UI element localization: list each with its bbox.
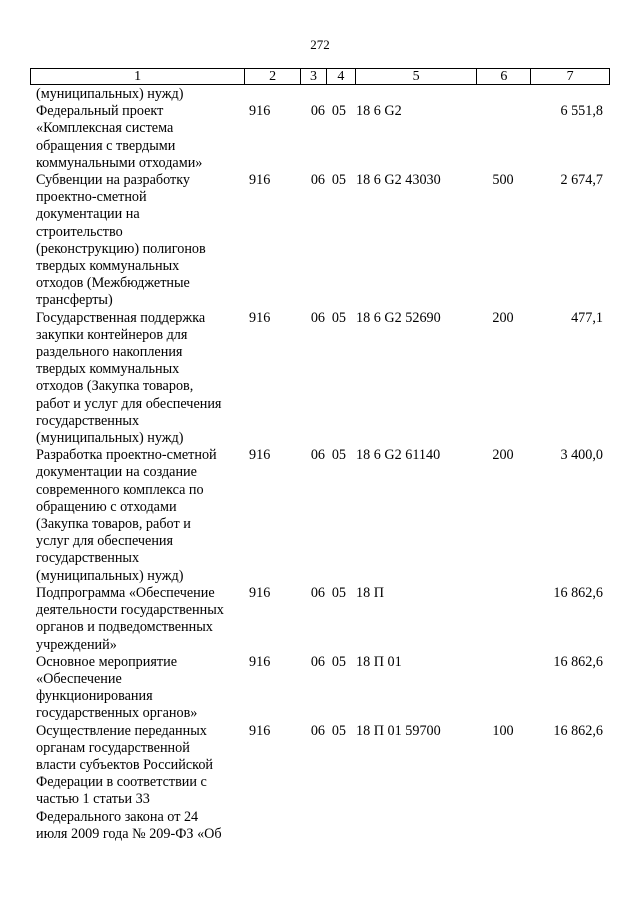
row-amount: 3 400,0 — [560, 447, 603, 464]
description-line: услуг для обеспечения — [36, 533, 174, 550]
row-section-code: 06 — [310, 653, 325, 670]
header-col-4: 4 — [327, 69, 356, 84]
description-line: «Обеспечение — [36, 670, 122, 687]
description-line: (муниципальных) нужд) — [36, 430, 184, 447]
row-expense-type-code: 200 — [492, 447, 514, 464]
row-expense-type-code — [478, 654, 532, 723]
description-line: (Закупка товаров, работ и — [36, 516, 191, 533]
description-line: трансферты) — [36, 292, 113, 309]
row-ministry-code: 916 — [249, 584, 271, 601]
description-line: Основное мероприятие — [36, 653, 177, 670]
row-amount: 6 551,8 — [560, 103, 603, 120]
row-expense-type-code — [478, 103, 532, 172]
row-section-code: 06 — [310, 447, 325, 464]
description-line: функционирования — [36, 688, 153, 705]
row-section-code: 06 — [310, 172, 325, 189]
description-line: Субвенции на разработку — [36, 172, 190, 189]
description-line: (реконструкцию) полигонов — [36, 240, 206, 257]
row-section-code: 06 — [310, 722, 325, 739]
row-description — [30, 723, 245, 843]
description-line: Разработка проектно-сметной — [36, 447, 217, 464]
description-line: твердых коммунальных — [36, 258, 180, 275]
description-line: раздельного накопления — [36, 344, 183, 361]
header-col-2: 2 — [245, 69, 301, 84]
description-line: Федеральный проект — [36, 103, 164, 120]
description-line: документации на — [36, 206, 140, 223]
description-line: власти субъектов Российской — [36, 756, 214, 773]
description-line: отходов (Межбюджетные — [36, 275, 190, 292]
row-amount: 16 862,6 — [553, 722, 603, 739]
row-subsection-code: 05 — [331, 309, 346, 326]
description-line: работ и услуг для обеспечения — [36, 395, 222, 412]
row-description — [30, 447, 245, 585]
description-line: Осуществление переданных — [36, 722, 207, 739]
description-line: строительство — [36, 223, 123, 240]
description-line: обращения с твердыми — [36, 137, 176, 154]
page-number: 272 — [310, 37, 330, 52]
row-target-article-code: 18 6 G2 43030 — [356, 172, 441, 189]
table-row — [30, 723, 610, 843]
description-line: июля 2009 года № 209-ФЗ «Об — [36, 825, 222, 842]
row-subsection-code: 05 — [331, 653, 346, 670]
row-description — [30, 103, 245, 172]
description-line: органам государственной — [36, 739, 190, 756]
row-target-article-code: 18 П 01 — [356, 653, 402, 670]
row-target-article-code: 18 6 G2 — [356, 103, 402, 120]
description-line: документации на создание — [36, 464, 197, 481]
row-description — [30, 172, 245, 310]
row-target-article-code: 18 6 G2 61140 — [356, 447, 441, 464]
row-target-article-code: 18 6 G2 52690 — [356, 309, 441, 326]
description-line: частью 1 статьи 33 — [36, 791, 150, 808]
row-amount — [532, 86, 610, 103]
row-target-article-code — [356, 86, 478, 103]
description-line: (муниципальных) нужд) — [36, 86, 184, 102]
row-subsection-code: 05 — [331, 584, 346, 601]
row-expense-type-code — [478, 86, 532, 103]
row-expense-type-code — [478, 585, 532, 654]
row-ministry-code: 916 — [249, 172, 271, 189]
row-expense-type-code: 100 — [492, 722, 514, 739]
description-line: обращению с отходами — [36, 498, 177, 515]
description-line: Государственная поддержка — [36, 309, 206, 326]
table-row — [30, 103, 610, 172]
row-section-code: 06 — [310, 584, 325, 601]
row-description — [30, 310, 245, 448]
table-row — [30, 447, 610, 585]
description-line: государственных органов» — [36, 705, 198, 722]
description-line: Федерации в соответствии с — [36, 774, 207, 791]
description-line: закупки контейнеров для — [36, 326, 188, 343]
description-line: государственных — [36, 550, 140, 567]
header-col-6: 6 — [477, 69, 531, 84]
description-line: Подпрограмма «Обеспечение — [36, 584, 215, 601]
row-description — [30, 585, 245, 654]
description-line: деятельности государственных — [36, 602, 224, 619]
row-amount: 16 862,6 — [553, 653, 603, 670]
description-line: учреждений» — [36, 636, 117, 653]
header-col-7: 7 — [566, 69, 574, 84]
row-expense-type-code: 200 — [492, 309, 514, 326]
row-amount: 16 862,6 — [553, 584, 603, 601]
row-section-code: 06 — [310, 309, 325, 326]
row-subsection-code: 05 — [331, 103, 346, 120]
header-col-1: 1 — [31, 69, 245, 84]
header-col-5: 5 — [356, 69, 478, 84]
row-target-article-code: 18 П — [356, 584, 384, 601]
description-line: твердых коммунальных — [36, 361, 180, 378]
table-header — [30, 68, 610, 85]
row-ministry-code: 916 — [249, 653, 271, 670]
row-subsection-code: 05 — [331, 447, 346, 464]
row-subsection-code: 05 — [331, 722, 346, 739]
table-row — [30, 172, 610, 310]
row-ministry-code: 916 — [249, 309, 271, 326]
description-line: государственных — [36, 412, 140, 429]
row-subsection-code: 05 — [331, 172, 346, 189]
description-line: (муниципальных) нужд) — [36, 567, 184, 584]
row-ministry-code: 916 — [249, 722, 271, 739]
row-expense-type-code: 500 — [492, 172, 514, 189]
description-line: проектно-сметной — [36, 189, 147, 206]
row-target-article-code: 18 П 01 59700 — [356, 722, 441, 739]
table-row — [30, 86, 610, 103]
table-body — [30, 86, 610, 843]
row-ministry-code: 916 — [249, 103, 271, 120]
row-ministry-code: 916 — [249, 447, 271, 464]
table-row — [30, 654, 610, 723]
description-line: современного комплекса по — [36, 481, 204, 498]
row-description — [30, 654, 245, 723]
row-section-code — [301, 86, 327, 103]
table-row — [30, 585, 610, 654]
row-amount: 2 674,7 — [560, 172, 603, 189]
row-amount: 477,1 — [571, 309, 603, 326]
row-section-code: 06 — [310, 103, 325, 120]
row-subsection-code — [327, 86, 356, 103]
description-line: Федерального закона от 24 — [36, 808, 199, 825]
description-line: органов и подведомственных — [36, 619, 213, 636]
row-ministry-code — [245, 86, 301, 103]
description-line: коммунальными отходами» — [36, 154, 203, 171]
description-line: «Комплексная система — [36, 120, 174, 137]
description-line: отходов (Закупка товаров, — [36, 378, 194, 395]
table-row — [30, 310, 610, 448]
row-description — [30, 86, 245, 103]
header-col-3: 3 — [301, 69, 327, 84]
